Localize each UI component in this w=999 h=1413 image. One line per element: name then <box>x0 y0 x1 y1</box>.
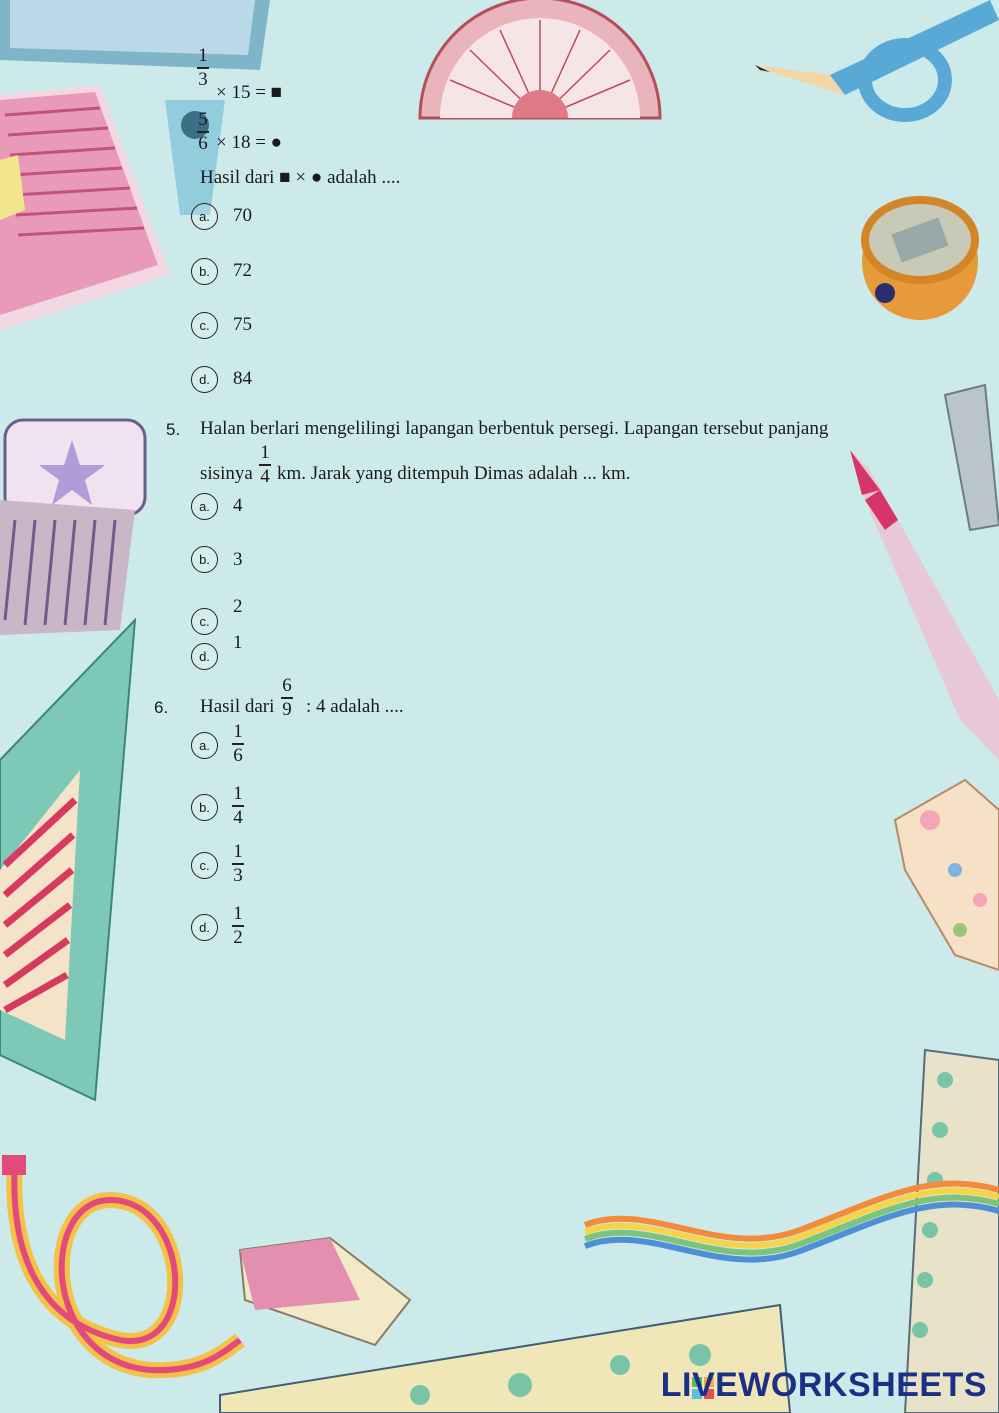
q5-question-line2-post: km. Jarak yang ditempuh Dimas adalah ... km. <box>277 463 631 484</box>
liveworksheets-watermark[interactable]: LIVEWORKSHEETS <box>660 1366 987 1404</box>
q5-fraction <box>259 443 271 487</box>
q5-numerator: 1 <box>260 442 270 463</box>
q6-option-b-numerator: 1 <box>233 783 243 804</box>
q6-option-b-denominator: 4 <box>233 806 243 828</box>
q6-option-b-radio[interactable]: b. <box>191 794 218 821</box>
q4-option-c-radio[interactable]: c. <box>191 312 218 339</box>
q4-equation1-rest: × 15 = ■ <box>216 82 283 103</box>
star-stamp-illustration <box>0 420 145 635</box>
flower-eraser-illustration <box>895 780 999 970</box>
q6-number: 6. <box>154 698 169 717</box>
set-square-illustration <box>0 620 135 1100</box>
q4-eq2-denominator: 6 <box>198 132 208 154</box>
q6-option-d-numerator: 1 <box>233 903 243 924</box>
triangle-sharpener-illustration <box>165 100 225 215</box>
q5-option-c-value: 2 <box>233 596 243 617</box>
q6-option-a-radio[interactable]: a. <box>191 732 218 759</box>
q5-option-b-radio[interactable]: b. <box>191 546 218 573</box>
q6-question-pre: Hasil dari <box>200 696 275 717</box>
q6-option-c-denominator: 3 <box>233 864 243 886</box>
vertical-ruler-illustration <box>905 1050 999 1413</box>
q6-option-a-fraction <box>232 722 244 766</box>
striped-eraser-illustration <box>240 1238 410 1345</box>
q6-option-c-numerator: 1 <box>233 841 243 862</box>
q4-option-d-value: 84 <box>233 368 252 389</box>
q4-option-c-value: 75 <box>233 314 252 335</box>
q5-option-d-value: 1 <box>233 632 243 653</box>
q4-eq2-numerator: 5 <box>198 109 208 130</box>
q4-option-b-value: 72 <box>233 260 252 281</box>
knotted-pencil-illustration <box>755 0 999 115</box>
q6-fraction <box>281 676 293 720</box>
q5-option-d-radio[interactable]: d. <box>191 643 218 670</box>
q4-question: Hasil dari ■ × ● adalah .... <box>200 167 401 188</box>
q4-equation1-fraction <box>197 46 209 90</box>
q5-denominator: 4 <box>260 465 270 487</box>
protractor-illustration <box>420 0 660 118</box>
q6-question-post: : 4 adalah .... <box>306 696 404 717</box>
q4-eq1-numerator: 1 <box>198 45 208 66</box>
q4-equation2-fraction <box>197 110 209 154</box>
round-sharpener-illustration <box>862 200 978 320</box>
q6-denominator: 9 <box>282 698 292 720</box>
q4-equation2-rest: × 18 = ● <box>216 132 283 153</box>
q6-option-d-denominator: 2 <box>233 926 243 948</box>
q4-option-d-radio[interactable]: d. <box>191 366 218 393</box>
q6-option-c-radio[interactable]: c. <box>191 852 218 879</box>
q6-option-a-denominator: 6 <box>233 744 243 766</box>
q6-option-c-fraction <box>232 842 244 886</box>
q4-option-b-radio[interactable]: b. <box>191 258 218 285</box>
pen-illustration <box>945 385 999 530</box>
curly-pencil-illustration <box>2 1155 240 1370</box>
q5-option-a-value: 4 <box>233 495 243 516</box>
q5-number: 5. <box>166 420 181 439</box>
q5-option-c-radio[interactable]: c. <box>191 608 218 635</box>
q6-option-d-fraction <box>232 904 244 948</box>
q5-option-a-radio[interactable]: a. <box>191 493 218 520</box>
q6-option-b-fraction <box>232 784 244 828</box>
q6-option-d-radio[interactable]: d. <box>191 914 218 941</box>
q5-question-line1: Halan berlari mengelilingi lapangan berbentuk persegi. Lapangan tersebut panjang <box>200 418 829 439</box>
q5-option-b-value: 3 <box>233 549 243 570</box>
q5-question-line2-pre: sisinya <box>200 463 253 484</box>
notebook-illustration <box>0 0 270 330</box>
q6-numerator: 6 <box>282 675 292 696</box>
q6-option-a-numerator: 1 <box>233 721 243 742</box>
q4-eq1-denominator: 3 <box>198 68 208 90</box>
q4-option-a-radio[interactable]: a. <box>191 203 218 230</box>
q4-option-a-value: 70 <box>233 205 252 226</box>
